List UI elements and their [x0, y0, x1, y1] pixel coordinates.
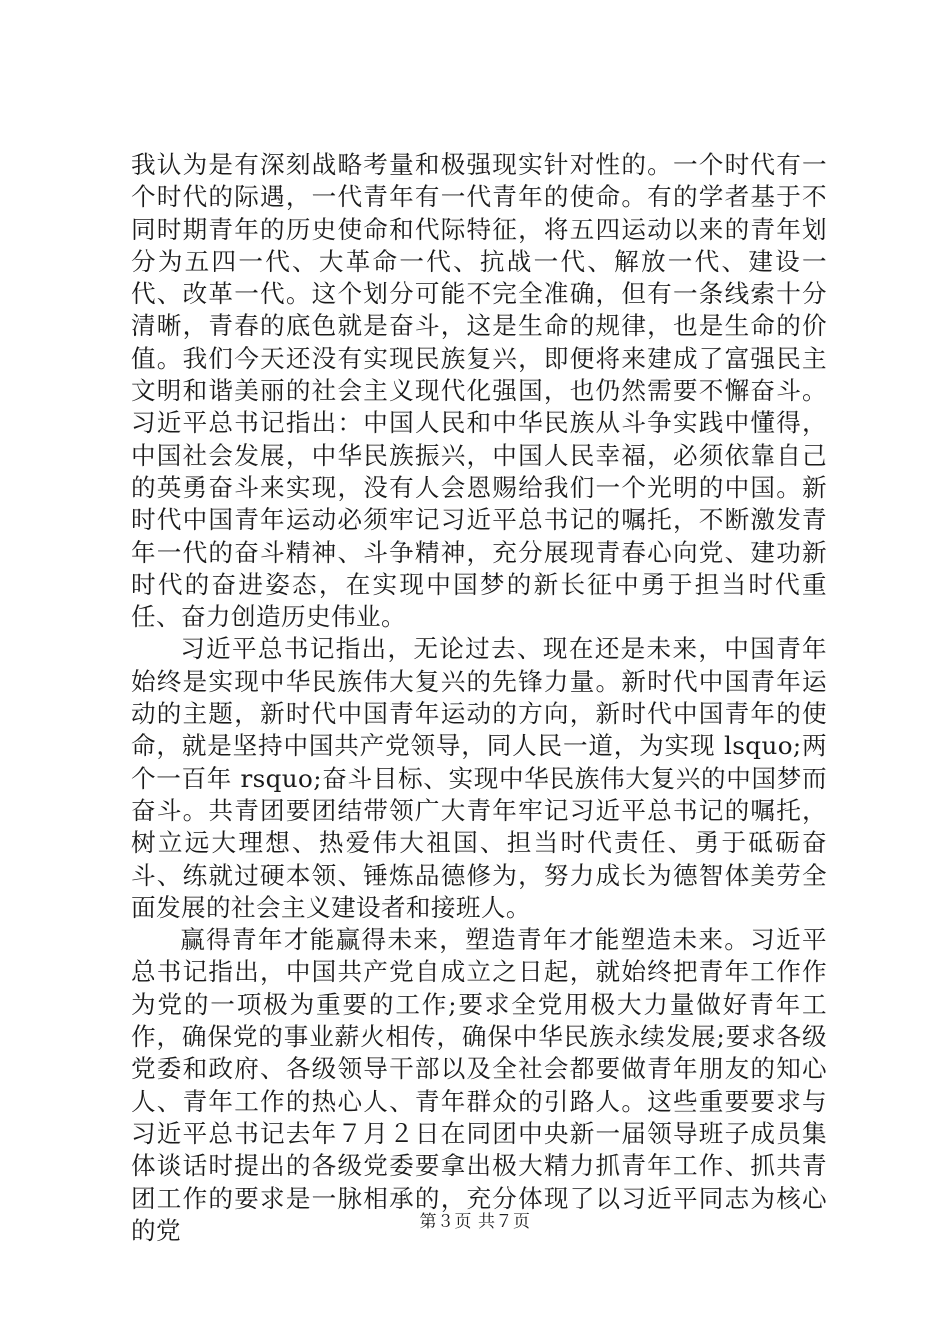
document-body — [131, 149, 827, 1247]
page-number-footer: 第３页 共７页 — [419, 1212, 531, 1232]
paragraph-1: 我认为是有深刻战略考量和极强现实针对性的。一个时代有一个时代的际遇，一代青年有一代青年的使命。有的学者基于不同时期青年的历史使命和代际特征，将五四运动以来的青年划分为五四一代、大革命一代、抗战一代、解放一代、建设一代、改革一代。这个划分可能不完全准确，但有一条线索十分清晰，青春的底色就是奋斗，这是生命的规律，也是生命的价值。我们今天还没有实现民族复兴，即便将来建成了富强民主文明和谐美丽的社会主义现代化强国，也仍然需要不懈奋斗。习近平总书记指出：中国人民和中华民族从斗争实践中懂得，中国社会发展，中华民族振兴，中国人民幸福，必须依靠自己的英勇奋斗来实现，没有人会恩赐给我们一个光明的中国。新时代中国青年运动必须牢记习近平总书记的嘱托，不断激发青年一代的奋斗精神、斗争精神，充分展现青春心向党、建功新时代的奋进姿态，在实现中国梦的新长征中勇于担当时代重任、奋力创造历史伟业。 — [131, 150, 827, 632]
paragraph-3: 赢得青年才能赢得未来，塑造青年才能塑造未来。习近平总书记指出，中国共产党自成立之日起，就始终把青年工作作为党的一项极为重要的工作;要求全党用极大力量做好青年工作，确保党的事业薪火相传，确保中华民族永续发展;要求各级党委和政府、各级领导干部以及全社会都要做青年朋友的知心人、青年工作的热心人、青年群众的引路人。这些重要要求与习近平总书记去年７月２日在同团中央新一届领导班子成员集体谈话时提出的各级党委要拿出极大精力抓青年工作、抓共青团工作的要求是一脉相承的，充分体现了以习近平同志为核心的党 — [131, 925, 827, 1245]
paragraph-2: 习近平总书记指出，无论过去、现在还是未来，中国青年始终是实现中华民族伟大复兴的先锋力量。新时代中国青年运动的主题，新时代中国青年运动的方向，新时代中国青年的使命，就是坚持中国共产党领导，同人民一道，为实现 lsquo;两个一百年 rsquo;奋斗目标、实现中华民族伟大复兴的中国梦而奋斗。共青团要团结带领广大青年牢记习近平总书记的嘱托，树立远大理想、热爱伟大祖国、担当时代责任、勇于砥砺奋斗、练就过硬本领、锤炼品德修为，努力成长为德智体美劳全面发展的社会主义建设者和接班人。 — [131, 634, 827, 922]
